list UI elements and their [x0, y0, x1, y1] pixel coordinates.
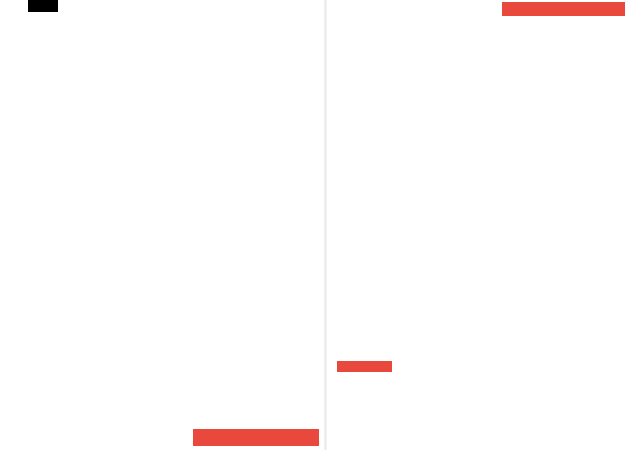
game-header	[337, 361, 624, 372]
right-page	[330, 0, 636, 450]
page-gutter	[324, 0, 327, 450]
game-section	[337, 361, 624, 375]
week-tab-mark	[28, 0, 58, 12]
notes-tab	[502, 2, 625, 16]
game-label-badge	[337, 361, 392, 372]
month-footer-badge	[193, 429, 319, 446]
